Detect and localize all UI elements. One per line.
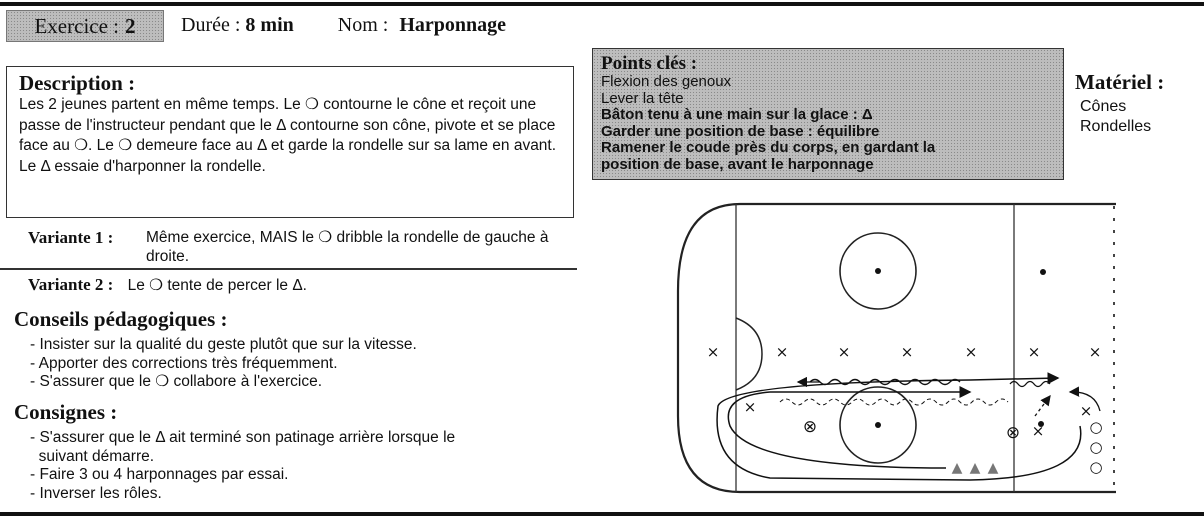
consignes-item: - S'assurer que le Δ ait terminé son patinage arrière lorsque le: [30, 429, 456, 446]
duration-label: Durée :: [181, 14, 241, 36]
variante-2-label: Variante 2 :: [28, 275, 114, 294]
conseils-list: [30, 336, 417, 392]
cone-marker: ×: [1027, 343, 1041, 361]
points-cles-item: position de base, avant le harponnage: [601, 155, 874, 173]
conseils-title: Conseils pédagogiques :: [14, 307, 228, 331]
exercise-number: 2: [125, 13, 136, 38]
points-cles-item: Ramener le coude près du corps, en gardant la: [601, 139, 936, 156]
defender-marker: ▲: [987, 460, 999, 476]
faceoff-dot: [875, 268, 881, 274]
description-title: Description :: [19, 71, 136, 95]
consignes-item: - Faire 3 ou 4 harponnages par essai.: [30, 466, 289, 483]
materiel-item: Cônes: [1080, 98, 1127, 115]
variante-2-text: Le ❍ tente de percer le Δ.: [127, 277, 307, 294]
points-cles-item: Lever la tête: [601, 89, 684, 107]
duration-value: 8 min: [245, 14, 294, 36]
materiel-item: Rondelles: [1080, 118, 1152, 135]
description-text: Les 2 jeunes partent en même temps. Le ❍ contourne le cône et reçoit une passe de l'instructeur pendant que le Δ contourne son cône, pivote et se place face au ❍. Le ❍ demeure face au Δ et garde la rondelle sur sa lame en avant. Le Δ essaie d'harponner la rondelle.: [19, 96, 557, 175]
attacker-marker: ○: [1089, 438, 1103, 456]
faceoff-dot: [875, 422, 881, 428]
pass-arrow: [1035, 396, 1050, 416]
consignes-title: Consignes :: [14, 400, 118, 424]
points-cles-item: Bâton tenu à une main sur la glace : Δ: [601, 106, 873, 123]
cone-marker: ×: [900, 343, 914, 361]
header-info: [181, 14, 506, 37]
materiel: [1075, 70, 1164, 137]
conseils-item: - S'assurer que le ❍ collabore à l'exercice.: [30, 373, 323, 390]
description-box: [6, 66, 574, 218]
conseils-item: - Apporter des corrections très fréquemment.: [30, 354, 338, 372]
consignes-list: [30, 429, 455, 503]
cone-marker: ×: [775, 343, 789, 361]
skating-path-defender: [728, 392, 970, 468]
name-value: Harponnage: [399, 14, 507, 36]
variante-1: [28, 228, 588, 266]
cone-marker: ×: [706, 343, 720, 361]
materiel-title: Matériel :: [1075, 70, 1165, 94]
attacker-marker: ○: [1089, 458, 1103, 476]
points-cles-title: Points clés :: [601, 53, 698, 74]
puck-marker: ⊗: [1005, 423, 1021, 443]
cone-marker: ×: [1088, 343, 1102, 361]
top-rule: [0, 2, 1204, 6]
variante-1-text: Même exercice, MAIS le ❍ dribble la rondelle de gauche à droite.: [146, 229, 549, 265]
points-cles-item: Flexion des genoux: [601, 73, 732, 90]
exercise-label: Exercice :: [34, 13, 120, 38]
cone-marker: ×: [837, 343, 851, 361]
name-label: Nom :: [337, 14, 389, 36]
exercise-badge: [6, 10, 164, 42]
pass-line: [780, 399, 1008, 405]
cone-marker: ×: [743, 398, 757, 416]
neutral-dot: [1040, 269, 1046, 275]
backward-skating-wave: [1010, 382, 1050, 387]
cone-marker: ×: [1079, 402, 1093, 420]
points-cles-box: [592, 48, 1064, 180]
cone-marker: ×: [964, 343, 978, 361]
attacker-marker: ○: [1089, 418, 1103, 436]
variante-2: [28, 275, 307, 295]
points-cles-item: Garder une position de base : équilibre: [601, 122, 880, 140]
defender-marker: ▲: [951, 460, 963, 476]
defender-marker: ▲: [969, 460, 981, 476]
conseils-item: - Insister sur la qualité du geste plutôt que sur la vitesse.: [30, 336, 417, 353]
bottom-rule: [0, 512, 1204, 516]
goal-crease: [736, 318, 762, 390]
variante-divider: [0, 268, 577, 270]
rink-diagram: [670, 196, 1122, 500]
puck-marker: ⊗: [802, 417, 818, 437]
cone-marker: ×: [1031, 422, 1045, 440]
consignes-item: - Inverser les rôles.: [30, 484, 162, 502]
consignes-item: suivant démarre.: [30, 447, 155, 465]
variante-1-label: Variante 1 :: [28, 228, 114, 247]
rink-boards: [678, 204, 1116, 492]
